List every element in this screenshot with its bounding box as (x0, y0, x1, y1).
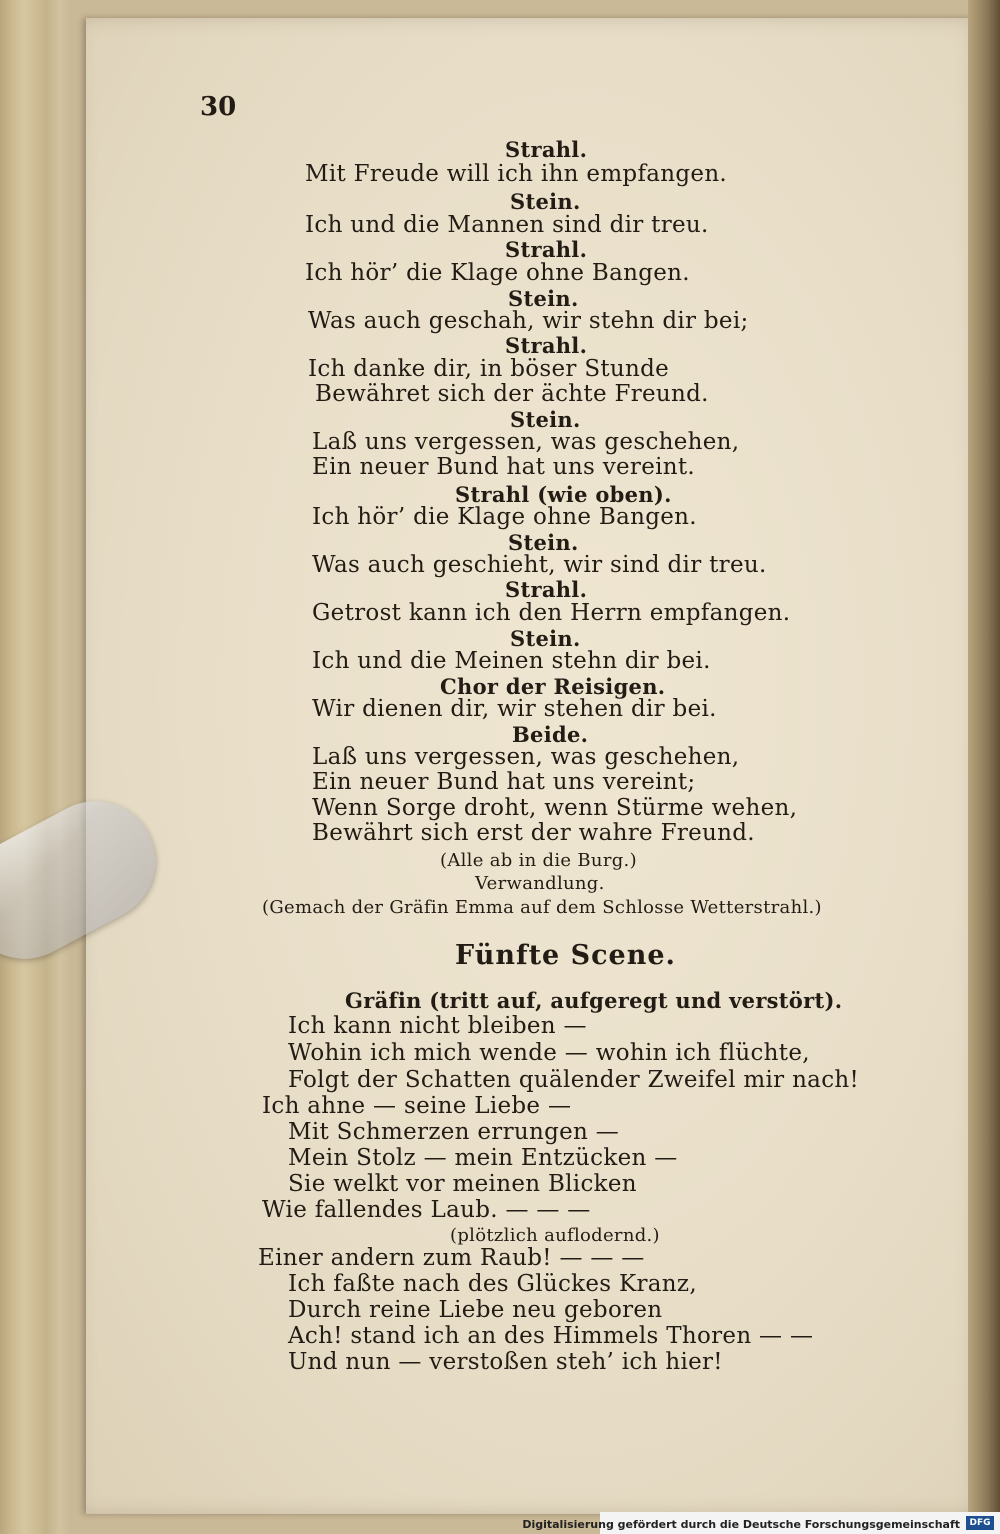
text-line: Ach! stand ich an des Himmels Thoren — — (288, 1323, 814, 1349)
text-line: Wir dienen dir, wir stehen dir bei. (312, 696, 717, 722)
text-line: (plötzlich auflodernd.) (450, 1225, 660, 1246)
text-line: Durch reine Liebe neu geboren (288, 1297, 663, 1323)
book-gutter (968, 0, 1000, 1534)
text-line: Bewähret sich der ächte Freund. (315, 381, 709, 407)
text-line: Chor der Reisigen. (440, 674, 666, 699)
text-line: Ich und die Meinen stehn dir bei. (312, 648, 711, 674)
text-line: Strahl. (505, 577, 588, 602)
text-line: Sie welkt vor meinen Blicken (288, 1171, 637, 1197)
text-line: Mit Schmerzen errungen — (288, 1119, 620, 1145)
text-line: Wie fallendes Laub. — — — (262, 1197, 591, 1223)
text-line: Wenn Sorge droht, wenn Stürme wehen, (312, 795, 798, 821)
text-line: Strahl. (505, 333, 588, 358)
text-line: Laß uns vergessen, was geschehen, (312, 744, 740, 770)
text-line: Bewährt sich erst der wahre Freund. (312, 820, 755, 846)
text-line: Ein neuer Bund hat uns vereint. (312, 454, 696, 480)
text-line: Verwandlung. (475, 873, 605, 894)
text-line: Strahl (wie oben). (455, 482, 672, 507)
text-line: Laß uns vergessen, was geschehen, (312, 429, 740, 455)
text-line: Mit Freude will ich ihn empfangen. (305, 161, 728, 187)
text-line: Strahl. (505, 237, 588, 262)
text-line: Stein. (510, 626, 581, 651)
text-line: Gräfin (tritt auf, aufgeregt und verstört). (345, 988, 843, 1013)
text-line: Getrost kann ich den Herrn empfangen. (312, 600, 791, 626)
text-line: Ich kann nicht bleiben — (288, 1013, 587, 1039)
text-line: (Alle ab in die Burg.) (440, 850, 637, 871)
text-line: Ich ahne — seine Liebe — (262, 1093, 572, 1119)
text-line: Ich faßte nach des Glückes Kranz, (288, 1271, 697, 1297)
text-line: Wohin ich mich wende — wohin ich flüchte, (288, 1040, 810, 1066)
text-line: Ich danke dir, in böser Stunde (308, 356, 670, 382)
text-line: Stein. (508, 286, 579, 311)
page-number: 30 (200, 92, 237, 122)
text-line: Und nun — verstoßen steh’ ich hier! (288, 1349, 723, 1375)
text-line: Ich hör’ die Klage ohne Bangen. (305, 260, 690, 286)
dfg-logo-icon: DFG (966, 1516, 994, 1530)
footer-credit: Digitalisierung gefördert durch die Deutsche Forschungsgemeinschaft (522, 1518, 960, 1531)
text-line: Ein neuer Bund hat uns vereint; (312, 769, 696, 795)
text-line: Einer andern zum Raub! — — — (258, 1245, 645, 1271)
text-line: Was auch geschieht, wir sind dir treu. (312, 552, 767, 578)
text-line: Was auch geschah, wir stehn dir bei; (308, 308, 749, 334)
scene-heading: Fünfte Scene. (455, 940, 676, 971)
text-line: Ich und die Mannen sind dir treu. (305, 212, 709, 238)
text-line: Mein Stolz — mein Entzücken — (288, 1145, 678, 1171)
text-line: Stein. (510, 189, 581, 214)
text-line: Folgt der Schatten quälender Zweifel mir nach! (288, 1067, 860, 1093)
text-line: Beide. (512, 722, 589, 747)
text-line: Stein. (508, 530, 579, 555)
text-line: (Gemach der Gräfin Emma auf dem Schlosse Wetterstrahl.) (262, 897, 822, 918)
text-line: Ich hör’ die Klage ohne Bangen. (312, 504, 697, 530)
text-line: Stein. (510, 407, 581, 432)
text-line: Strahl. (505, 137, 588, 162)
